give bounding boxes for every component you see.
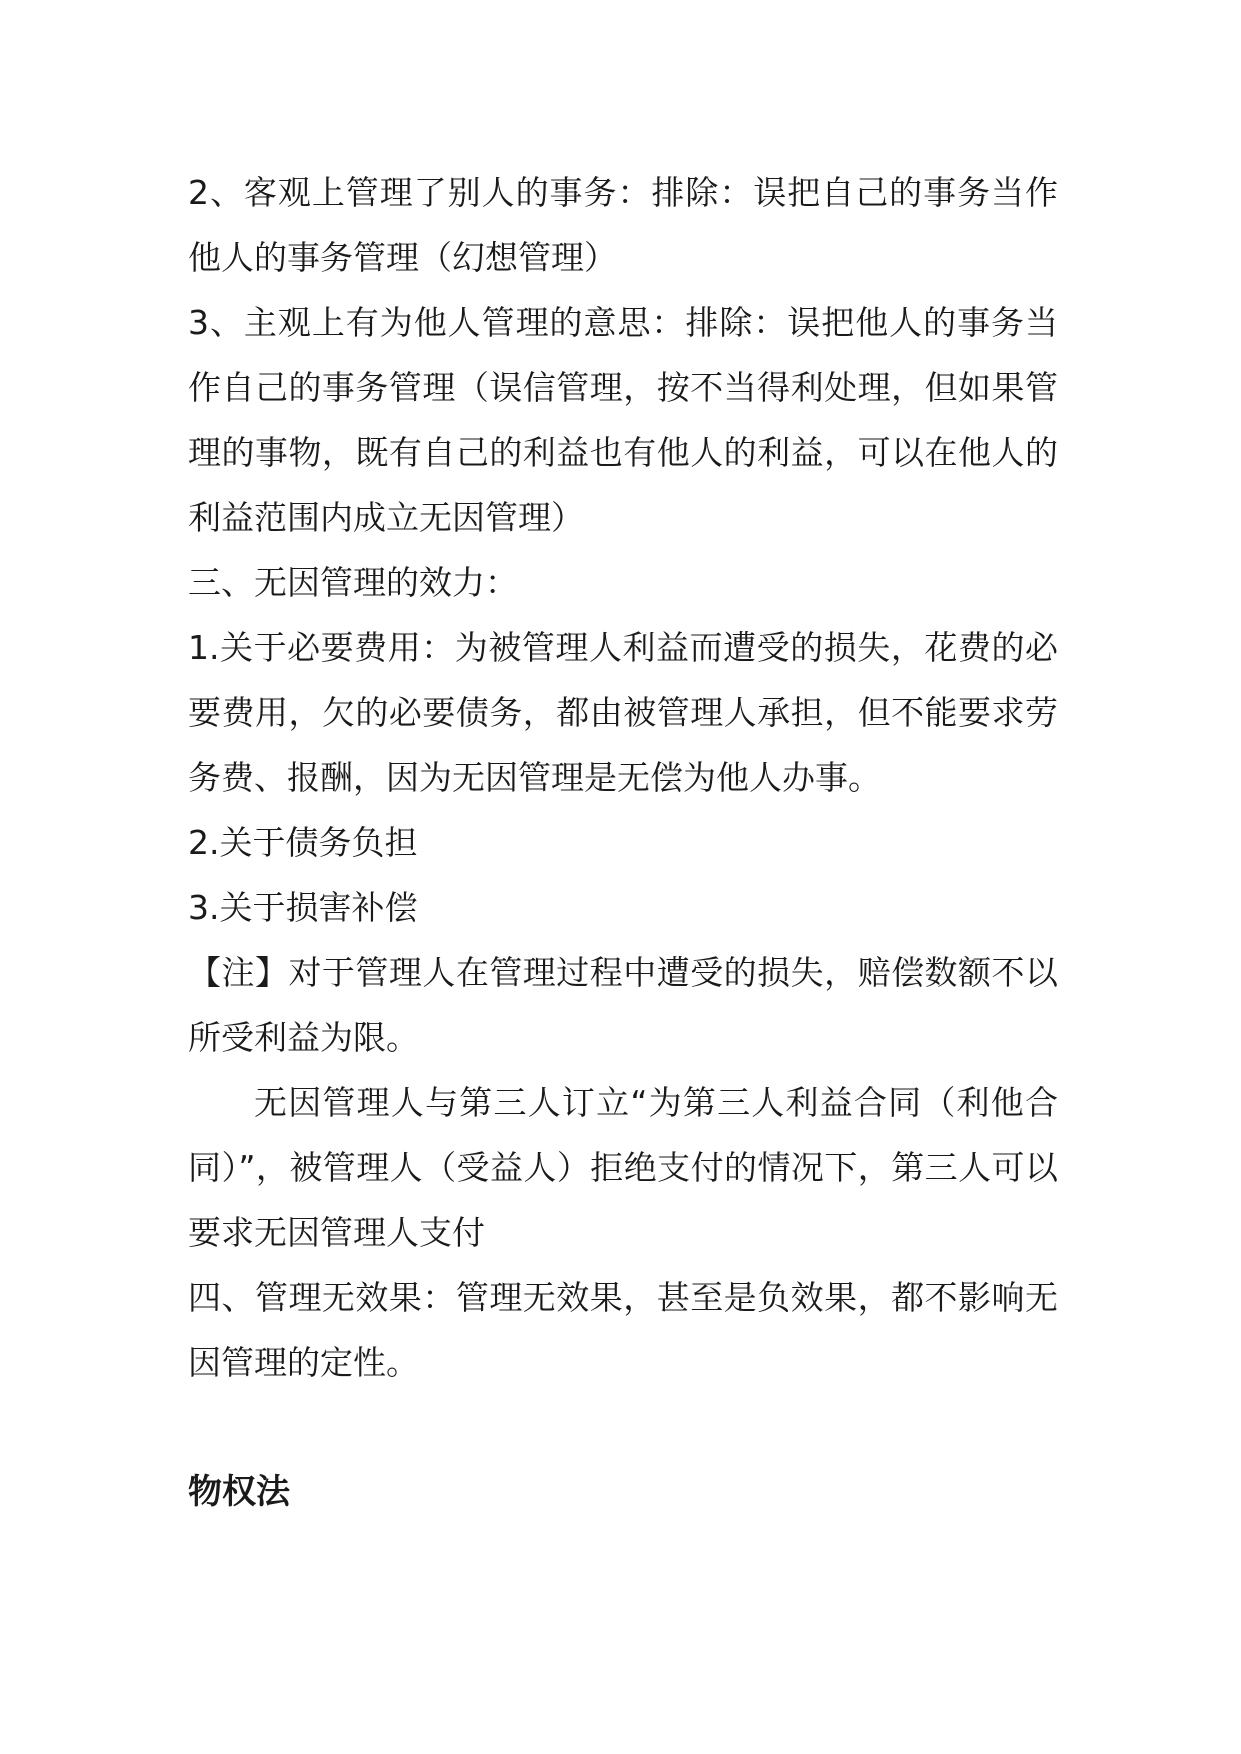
paragraph-note: 【注】对于管理人在管理过程中遭受的损失，赔偿数额不以所受利益为限。	[188, 953, 1058, 1057]
section-heading-no-effect: 四、管理无效果：管理无效果，甚至是负效果，都不影响无因管理的定性。	[188, 1278, 1058, 1382]
paragraph-debt-burden: 2.关于债务负担	[188, 823, 418, 862]
paragraph-third-party-contract: 无因管理人与第三人订立“为第三人利益合同（利他合同）”，被管理人（受益人）拒绝支付的情况下，第三人可以要求无因管理人支付	[188, 1083, 1058, 1252]
paragraph-necessary-expenses: 1.关于必要费用：为被管理人利益而遭受的损失，花费的必要费用，欠的必要债务，都由被管理人承担，但不能要求劳务费、报酬，因为无因管理是无偿为他人办事。	[188, 628, 1058, 797]
section-title-property-law: 物权法	[188, 1472, 290, 1512]
paragraph-item-2: 2、客观上管理了别人的事务：排除：误把自己的事务当作他人的事务管理（幻想管理）	[188, 173, 1058, 277]
paragraph-damage-compensation: 3.关于损害补偿	[188, 888, 418, 927]
document-body	[188, 160, 1058, 1395]
paragraph-item-3: 3、主观上有为他人管理的意思：排除：误把他人的事务当作自己的事务管理（误信管理，按不当得利处理，但如果管理的事物，既有自己的利益也有他人的利益，可以在他人的利益范围内成立无因管理）	[188, 303, 1058, 537]
section-heading-effect: 三、无因管理的效力：	[188, 563, 518, 602]
